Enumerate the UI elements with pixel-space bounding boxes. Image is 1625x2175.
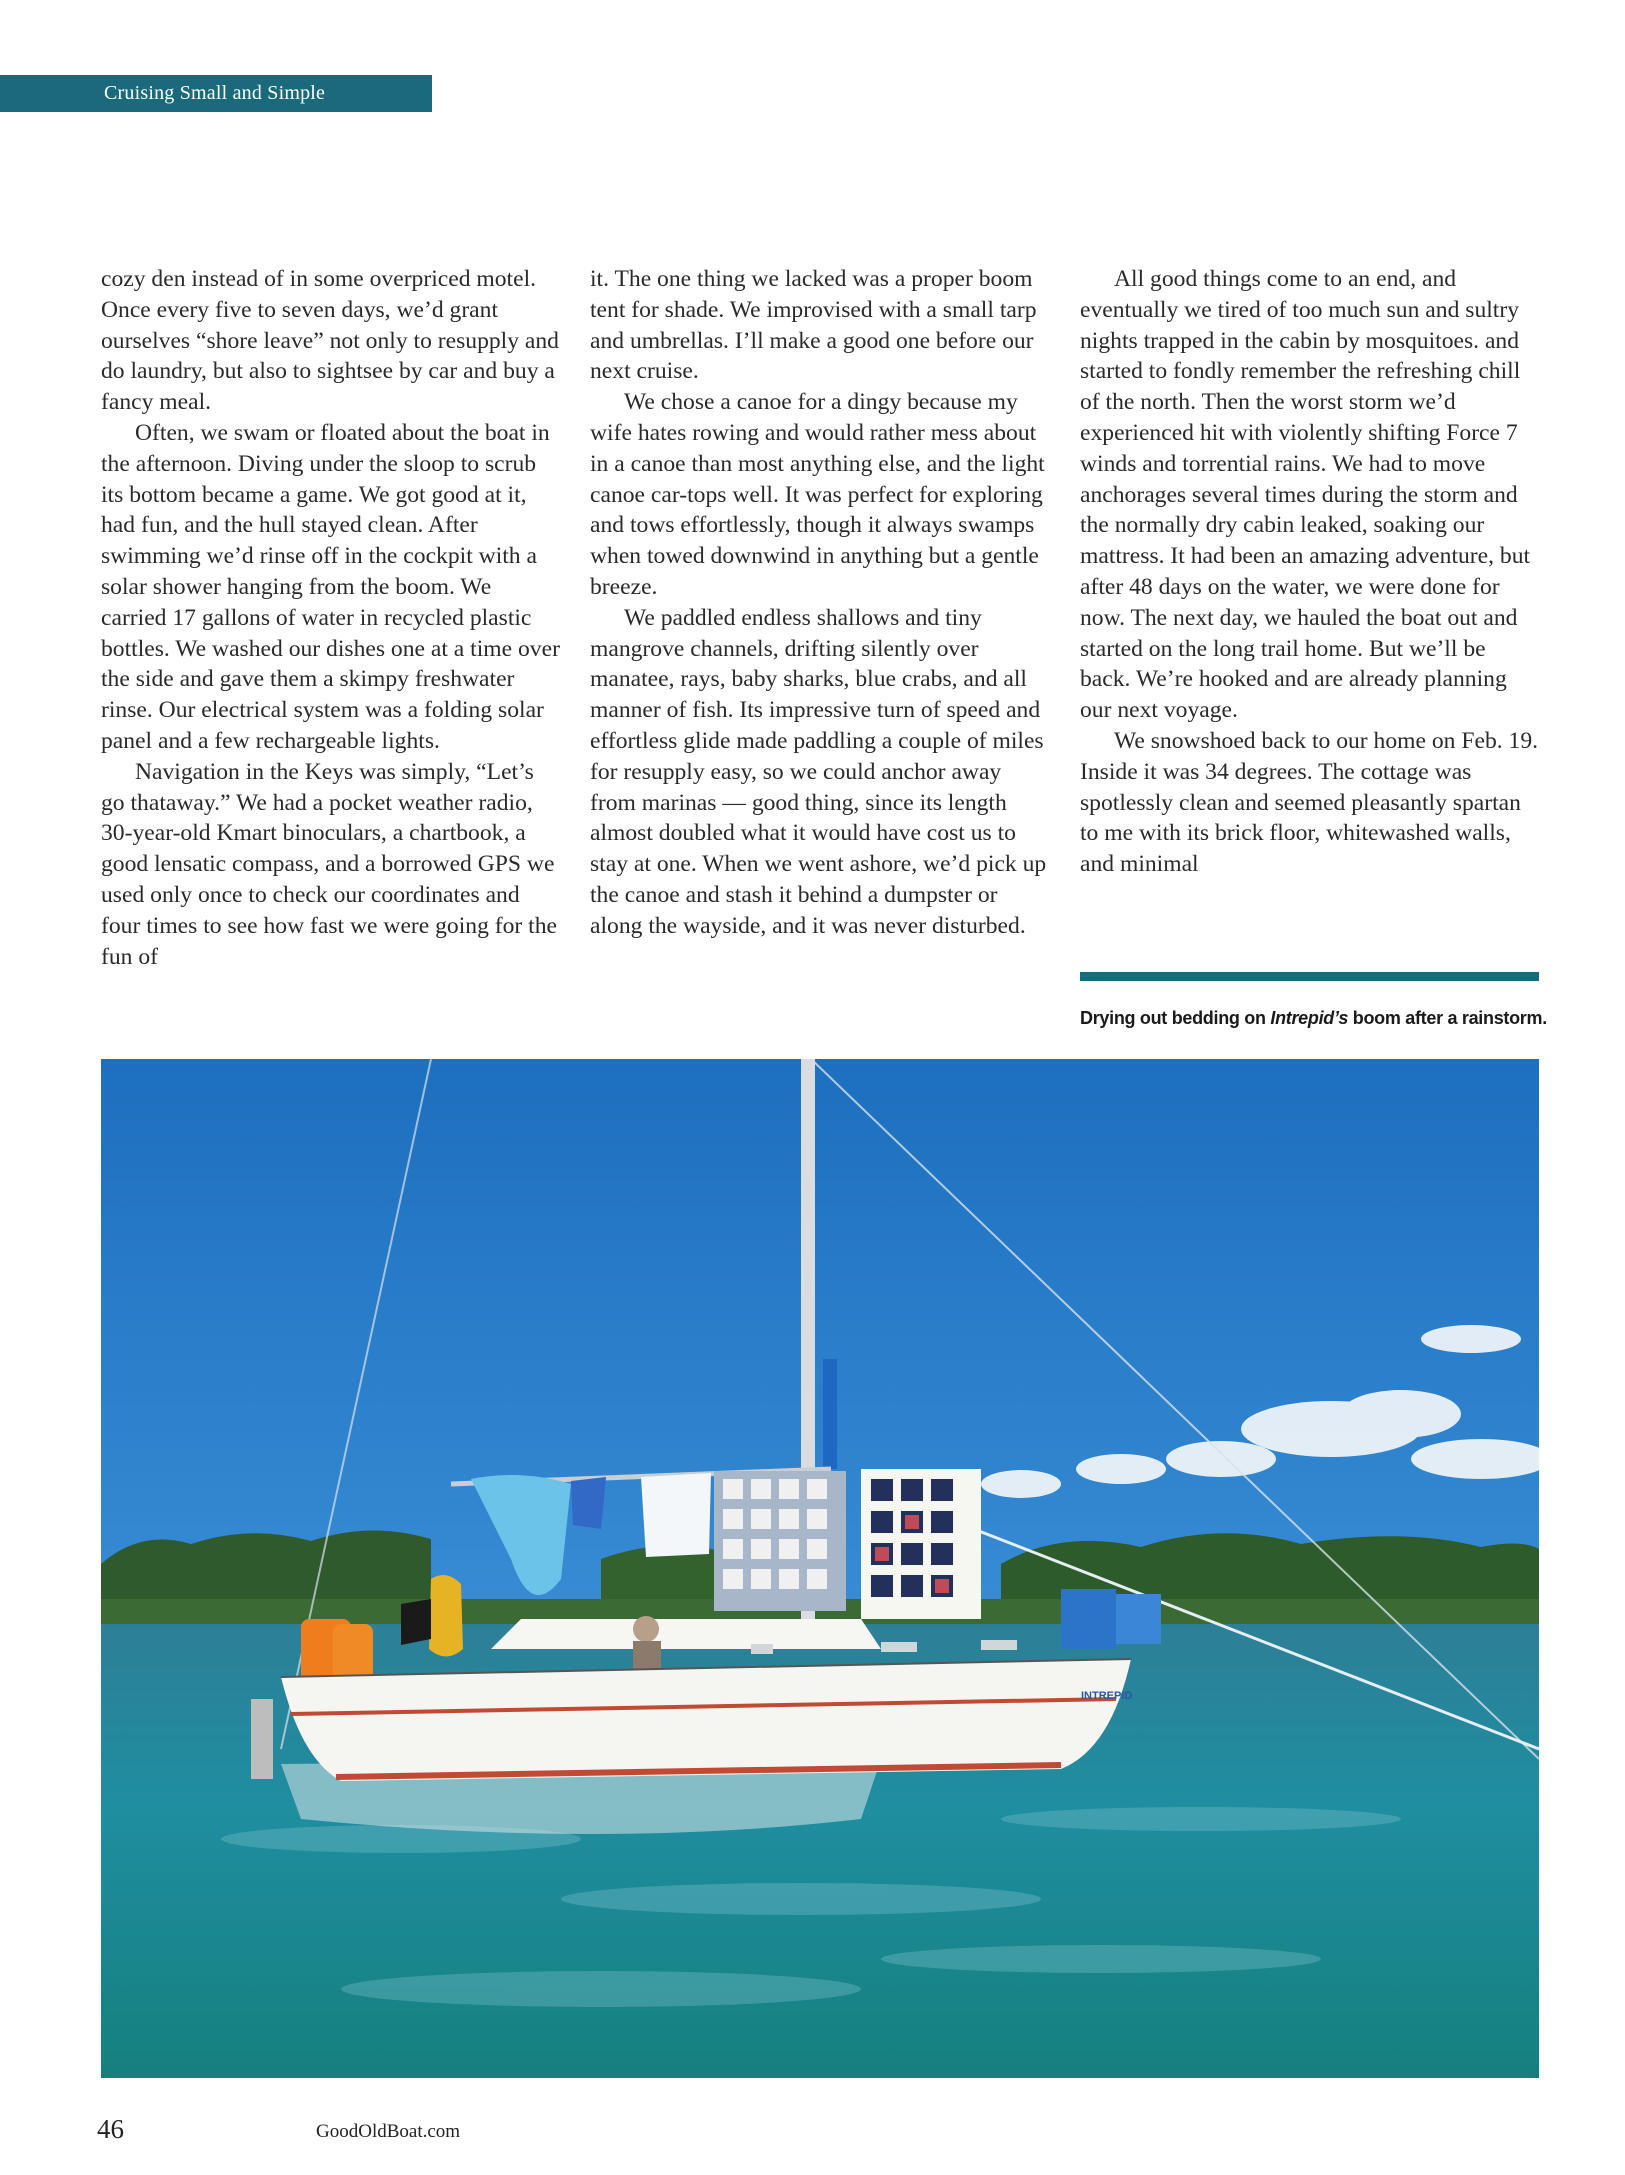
paragraph: it. The one thing we lacked was a proper boom tent for shade. We improvised with a small tarp and umbrellas. I’ll make a good one before our next cruise. (590, 266, 1037, 385)
article-column-3 (1080, 264, 1540, 880)
paragraph: cozy den instead of in some overpriced motel. Once every five to seven days, we’d grant ourselves “shore leave” not only to resupply and do laundry, but also to sightsee by car and buy a fancy meal. (101, 266, 559, 416)
caption-boat-name: Intrepid’s (1270, 1008, 1349, 1028)
section-label: Cruising Small and Simple (104, 82, 326, 104)
hull-name-lettering: INTREPID (1081, 1690, 1133, 1702)
page-number: 46 (97, 2114, 124, 2144)
paragraph: We chose a canoe for a dingy because my wife hates rowing and would rather mess about in a canoe than most anything else, and the light canoe car-tops well. It was perfect for exploring and tows effortlessly, though it always swamps when towed downwind in anything but a gentle breeze. (590, 389, 1045, 600)
article-column-2 (590, 264, 1050, 942)
caption-text: Drying out bedding on (1080, 1008, 1271, 1028)
paragraph: We snowshoed back to our home on Feb. 19. Inside it was 34 degrees. The cottage was spotlessly clean and seemed pleasantly spartan to me with its brick floor, whitewashed walls, and minimal (1080, 727, 1539, 878)
photo-caption (1080, 1008, 1560, 1029)
section-header-tab (0, 75, 432, 112)
sailboat-photo (101, 1059, 1539, 2078)
website-footer: GoodOldBoat.com (316, 2121, 461, 2142)
paragraph: Navigation in the Keys was simply, “Let’s go thataway.” We had a pocket weather radio, 30-year-old Kmart binoculars, a chartbook, a good lensatic compass, and a borrowed GPS we used only once to check our coordinates and four times to see how fast we were going for the fun of (101, 758, 558, 970)
paragraph: We paddled endless shallows and tiny mangrove channels, drifting silently over manatee, rays, baby sharks, blue crabs, and all manner of fish. Its impressive turn of speed and effortless glide made paddling a couple of miles for resupply easy, so we could anchor away from marinas — good thing, since its length almost doubled what it would have cost us to stay at one. When we went ashore, we’d pick up the canoe and stash it behind a dumpster or along the wayside, and it was never disturbed. (590, 604, 1047, 939)
article-column-1 (101, 264, 561, 972)
caption-text-end: boom after a rainstorm. (1348, 1008, 1547, 1028)
paragraph: Often, we swam or floated about the boat in the afternoon. Diving under the sloop to scrub its bottom became a game. We got good at it, had fun, and the hull stayed clean. After swimming we’d rinse off in the cockpit with a solar shower hanging from the boom. We carried 17 gallons of water in recycled plastic bottles. We washed our dishes one at a time over the side and gave them a skimpy freshwater rinse. Our electrical system was a folding solar panel and a few rechargeable lights. (101, 419, 560, 754)
caption-divider (1080, 972, 1539, 981)
paragraph: All good things come to an end, and eventually we tired of too much sun and sultry nights trapped in the cabin by mosquitoes. and started to fondly remember the refreshing chill of the north. Then the worst storm we’d experienced hit with violently shifting Force 7 winds and torrential rains. We had to move anchorages several times during the storm and the normally dry cabin leaked, soaking our mattress. It had been an amazing adventure, but after 48 days on the water, we were done for now. The next day, we hauled the boat out and started on the long trail home. But we’ll be back. We’re hooked and are already planning our next voyage. (1080, 266, 1531, 724)
